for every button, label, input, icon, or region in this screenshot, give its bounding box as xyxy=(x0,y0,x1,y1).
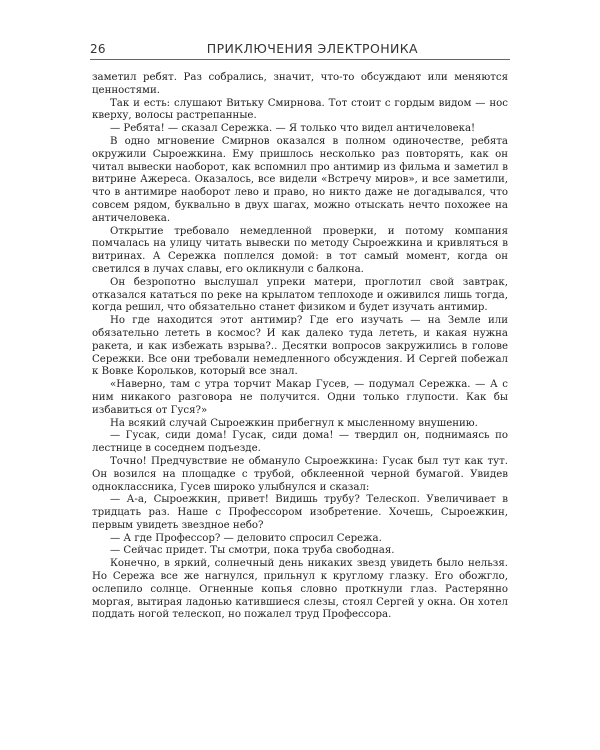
paragraph: Он безропотно выслушал упреки матери, проглотил свой завтрак, отказался кататься по реке на крылатом теплоходе и оживился лишь тогда, когда решил, что обязательно станет физиком и будет изучать антимир. xyxy=(92,276,508,314)
paragraph: — Ребята! — сказал Сережка. — Я только что видел античеловека! xyxy=(110,123,476,135)
paragraph: заметил ребят. Раз собрались, значит, что-то обсуждают или меняются ценностями. xyxy=(92,72,508,96)
paragraph: Точно! Предчувствие не обмануло Сыроежкина: Гусак был тут как тут. Он возился на площадке с трубой, обклеенной черной бумагой. Увидев одноклассника, Гусев широко улыбнулся и сказал: xyxy=(92,455,508,493)
paragraph: — Сейчас придет. Ты смотри, пока труба свободная. xyxy=(110,545,395,557)
running-title: ПРИКЛЮЧЕНИЯ ЭЛЕКТРОНИКА xyxy=(206,41,418,56)
paragraph: Так и есть: слушают Витьку Смирнова. Тот стоит с гордым видом — нос кверху, волосы растрепанные. xyxy=(92,97,508,122)
paragraph: Но где находится этот антимир? Где его изучать — на Земле или обязательно лететь в космос? И как далеко туда лететь, и какая нужна ракета, и как избежать взрыва?.. Десятки вопросов закружились в голове Сережки. Все они требовали немедленного обсуждения. И Сергей побежал к Вовке Корольков, который все знал. xyxy=(92,315,508,378)
paragraph: — Гусак, сиди дома! Гусак, сиди дома! — твердил он, поднимаясь по лестнице в соседнем подъезде. xyxy=(92,430,508,455)
paragraph: На всякий случай Сыроежкин прибегнул к мысленному внушению. xyxy=(110,417,478,429)
paragraph: — А-а, Сыроежкин, привет! Видишь трубу? Телескоп. Увеличивает в тридцать раз. Наше с Профессором изобретение. Хочешь, Сыроежкин, первым увидеть звездное небо? xyxy=(92,494,508,531)
body-text xyxy=(92,72,508,622)
page-header xyxy=(90,36,510,60)
paragraph: Конечно, в яркий, солнечный день никаких звезд увидеть было нельзя. Но Сережа все же нагнулся, прильнул к круглому глазку. Его обожгло, ослепило солнце. Огненные копья словно проткнули глаз. Растерянно моргая, вытирая ладонью катившиеся слезы, стоял Сергей у окна. Он хотел поддать ногой телескоп, но пожалел труд Профессора. xyxy=(92,558,508,621)
paragraph: В одно мгновение Смирнов оказался в полном одиночестве, ребята окружили Сыроежкина. Ему пришлось несколько раз повторять, как он читал вывески наоборот, как вспомнил про антимир из фильма и заметил в витрине Ажереса. Оказалось, все видели «Встречу миров», и все заметили, что в антимире наоборот лево и право, но никто даже не догадывался, что совсем рядом, буквально в двух шагах, можно отыскать нечто похожее на античеловека. xyxy=(92,135,508,224)
paragraph: «Наверно, там с утра торчит Макар Гусев, — подумал Сережка. — А с ним никакого разговора не получится. Одни только глупости. Как бы избавиться от Гуся?» xyxy=(92,379,508,416)
page-number: 26 xyxy=(90,42,106,56)
paragraph: — А где Профессор? — деловито спросил Сережа. xyxy=(110,532,382,544)
paragraph: Открытие требовало немедленной проверки, и потому компания помчалась на улицу читать вывески по методу Сыроежкина и кривляться в витринах. А Сережка поплелся домой: в тот самый момент, когда он светился в лучах славы, его окликнули с балкона. xyxy=(92,225,508,275)
